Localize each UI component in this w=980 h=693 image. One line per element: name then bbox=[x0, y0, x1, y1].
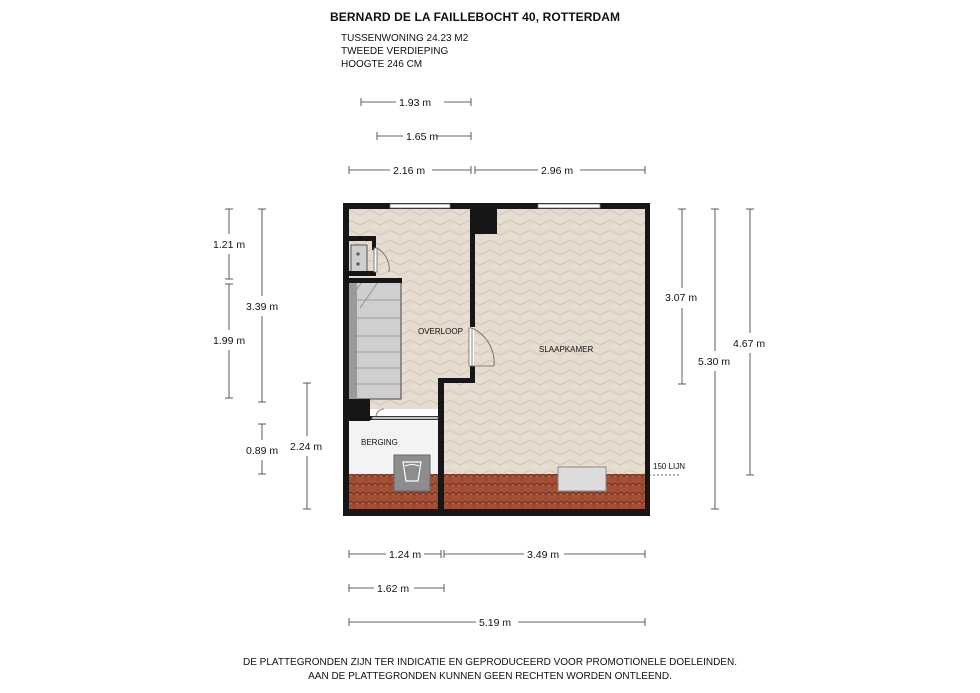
address-title: BERNARD DE LA FAILLEBOCHT 40, ROTTERDAM bbox=[330, 10, 621, 24]
disclaimer-line-2: AAN DE PLATTEGRONDEN KUNNEN GEEN RECHTEN WORDEN ONTLEEND. bbox=[308, 671, 672, 682]
dim-left-d: 3.39 m bbox=[246, 301, 279, 313]
roof-tiles-right bbox=[444, 474, 645, 509]
laundry-connection-icon bbox=[394, 455, 430, 491]
window-top-left bbox=[390, 204, 450, 208]
dim-top-3b: 2.96 m bbox=[541, 165, 574, 177]
window-top-right bbox=[538, 204, 600, 208]
slaapkamer-floor bbox=[474, 209, 645, 509]
roof-window bbox=[558, 467, 606, 491]
room-label-slaapkamer: SLAAPKAMER bbox=[539, 345, 594, 354]
dim-top-2: 1.65 m bbox=[406, 131, 439, 143]
property-type-line: TUSSENWONING 24.23 M2 bbox=[341, 33, 469, 44]
label-150-lijn: 150 LIJN bbox=[653, 462, 686, 471]
dim-right-c: 4.67 m bbox=[733, 338, 766, 350]
dim-bottom-1a: 1.24 m bbox=[389, 549, 422, 561]
dim-right-a: 3.07 m bbox=[665, 292, 698, 304]
dim-bottom-2: 1.62 m bbox=[377, 583, 410, 595]
dim-left-e: 2.24 m bbox=[290, 441, 323, 453]
room-label-overloop: OVERLOOP bbox=[418, 327, 463, 336]
dim-left-b: 1.99 m bbox=[213, 335, 246, 347]
door-berging bbox=[372, 409, 438, 419]
dim-left-c: 0.89 m bbox=[246, 445, 279, 457]
dim-bottom-3: 5.19 m bbox=[479, 617, 512, 629]
room-label-berging: BERGING bbox=[361, 438, 398, 447]
disclaimer-line-1: DE PLATTEGRONDEN ZIJN TER INDICATIE EN GEPRODUCEERD VOOR PROMOTIONELE DOELEINDEN. bbox=[243, 657, 737, 668]
dim-bottom-1b: 3.49 m bbox=[527, 549, 560, 561]
dim-top-3a: 2.16 m bbox=[393, 165, 426, 177]
ceiling-height-line: HOOGTE 246 CM bbox=[341, 59, 423, 70]
dim-top-1: 1.93 m bbox=[399, 97, 432, 109]
staircase bbox=[349, 282, 401, 399]
dim-left-a: 1.21 m bbox=[213, 239, 246, 251]
dim-right-b: 5.30 m bbox=[698, 356, 731, 368]
washbasin-icon bbox=[351, 245, 367, 273]
floor-level-line: TWEEDE VERDIEPING bbox=[341, 46, 449, 57]
